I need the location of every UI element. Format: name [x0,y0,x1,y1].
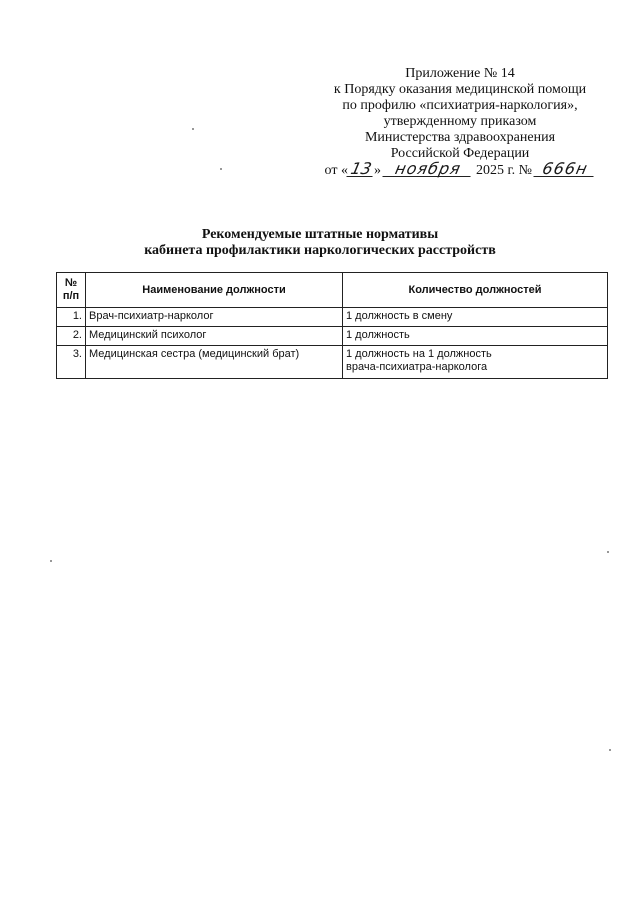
row-count-line-1: 1 должность на 1 должность [346,348,492,360]
scan-speck [609,749,611,751]
table-header-row [57,273,608,308]
appendix-ministry: Министерства здравоохранения [364,130,556,145]
handwritten-day: 13 [346,162,375,177]
title-line-1: Рекомендуемые штатные нормативы [201,227,439,242]
scan-speck [192,128,194,130]
appendix-country: Российской Федерации [390,146,530,161]
row-position-name: Медицинский психолог [86,327,343,346]
title-line-2: кабинета профилактики наркологических расстройств [144,243,496,258]
date-quote-close: » [373,163,381,178]
row-count-line-2: врача-психиатра-нарколога [346,361,488,373]
row-position-count: 1 должность [343,327,608,346]
appendix-profile: по профилю «психиатрия-наркология», [342,98,578,113]
row-position-name: Медицинская сестра (медицинский брат) [86,346,343,379]
row-position-count: 1 должность в смену [343,308,608,327]
table-row [57,327,608,346]
date-year: 2025 г. № [475,163,532,178]
header-number-abbr: п/п [62,290,80,302]
table-row [57,308,608,327]
appendix-header [300,66,620,179]
header-position-count: Количество должностей [343,273,608,308]
row-position-count [343,346,608,379]
appendix-order-reference: к Порядку оказания медицинской помощи [333,82,587,97]
header-number [57,273,86,308]
date-prefix: от « [324,163,348,178]
table-row [57,346,608,379]
row-number: 1. [57,308,86,327]
order-date-line [300,159,620,179]
row-number: 2. [57,327,86,346]
appendix-approved: утвержденному приказом [383,114,537,129]
handwritten-month: ноября [383,162,474,177]
handwritten-order-number: 666н [534,162,597,177]
appendix-number: Приложение № 14 [405,66,515,81]
row-number: 3. [57,346,86,379]
document-title [100,227,540,259]
scan-speck [50,560,52,562]
header-position-name: Наименование должности [86,273,343,308]
staffing-table [56,272,608,379]
scan-speck [220,168,222,170]
scan-speck [607,551,609,553]
header-number-sign: № [64,277,78,289]
row-position-name: Врач-психиатр-нарколог [86,308,343,327]
